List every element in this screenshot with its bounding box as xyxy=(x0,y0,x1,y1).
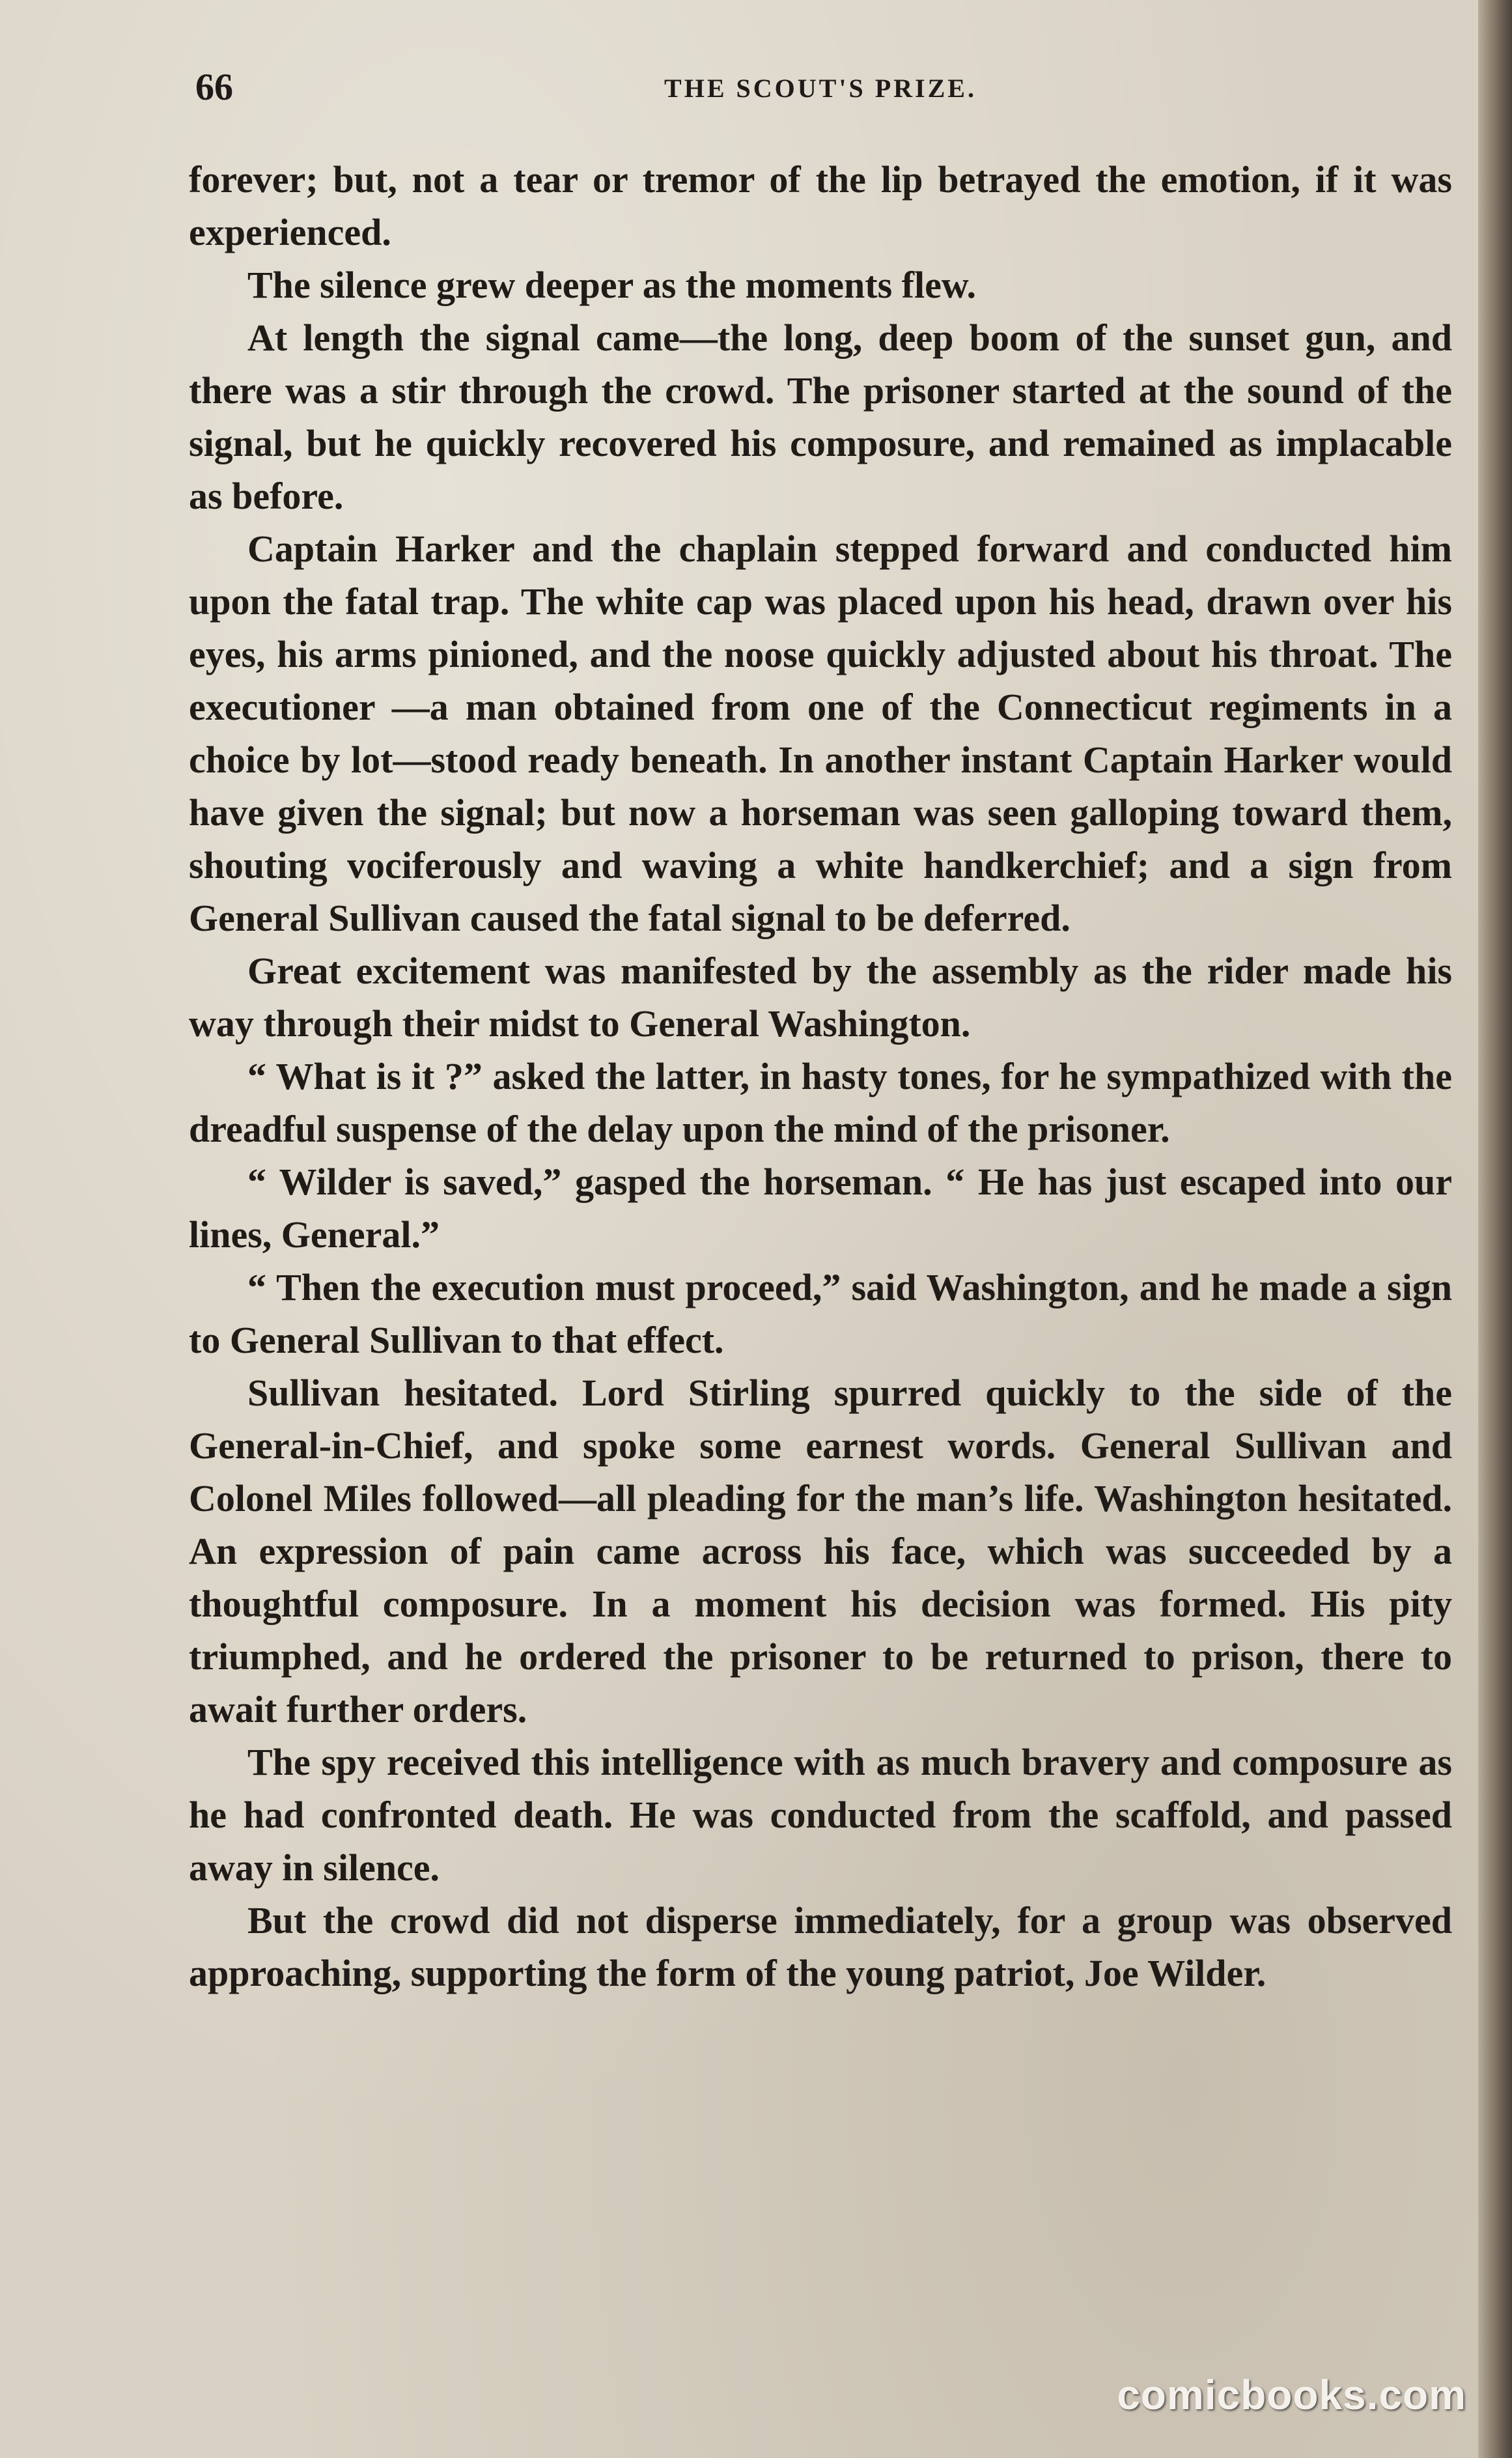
paragraph: Captain Harker and the chaplain stepped forward and conducted him upon the fatal trap. The white cap was placed upon his head, drawn over his eyes, his arms pinioned, and the noose quickly adjusted about his throat. The executioner —a man obtained from one of the Connecticut regiments in a choice by lot—stood ready beneath. In another instant Captain Harker would have given the signal; but now a horseman was seen galloping toward them, shouting vociferously and waving a white handkerchief; and a sign from General Sullivan caused the fatal signal to be deferred. xyxy=(189,528,1452,939)
watermark: comicbooks.com xyxy=(1117,2371,1466,2418)
paragraph: Sullivan hesitated. Lord Stirling spurred quickly to the side of the General-in-Chief, and spoke some earnest words. General Sullivan and Colonel Miles followed—all pleading for the man’s life. Washington hesitated. An expression of pain came across his face, which was succeeded by a thoughtful composure. In a moment his decision was formed. His pity triumphed, and he ordered the prisoner to be returned to prison, there to await further orders. xyxy=(189,1372,1452,1730)
paragraph: “ Then the execution must proceed,” said Washington, and he made a sign to General Sullivan to that effect. xyxy=(189,1266,1452,1361)
body-text xyxy=(189,153,1452,1999)
paragraph: “ Wilder is saved,” gasped the horseman. “ He has just escaped into our lines, General.” xyxy=(189,1161,1452,1256)
page-number: 66 xyxy=(195,66,233,108)
paragraph: “ What is it ?” asked the latter, in hasty tones, for he sympathized with the dreadful suspense of the delay upon the mind of the prisoner. xyxy=(189,1055,1452,1150)
paragraph: But the crowd did not disperse immediately, for a group was observed approaching, supporting the form of the young patriot, Joe Wilder. xyxy=(189,1899,1452,1994)
page-edge xyxy=(1478,0,1512,2458)
book-title-header: THE SCOUT'S PRIZE. xyxy=(664,74,977,103)
paragraph-continued: forever; but, not a tear or tremor of the lip betrayed the emotion, if it was experienced. xyxy=(189,158,1452,253)
paragraph: The silence grew deeper as the moments flew. xyxy=(247,264,976,306)
paragraph: At length the signal came—the long, deep boom of the sunset gun, and there was a stir through the crowd. The prisoner started at the sound of the signal, but he quickly recovered his composure, and remained as implacable as before. xyxy=(189,317,1452,517)
paragraph: Great excitement was manifested by the assembly as the rider made his way through their midst to General Washington. xyxy=(189,950,1452,1045)
paragraph: The spy received this intelligence with as much bravery and composure as he had confronted death. He was conducted from the scaffold, and passed away in silence. xyxy=(189,1741,1452,1889)
running-head xyxy=(189,65,1452,117)
